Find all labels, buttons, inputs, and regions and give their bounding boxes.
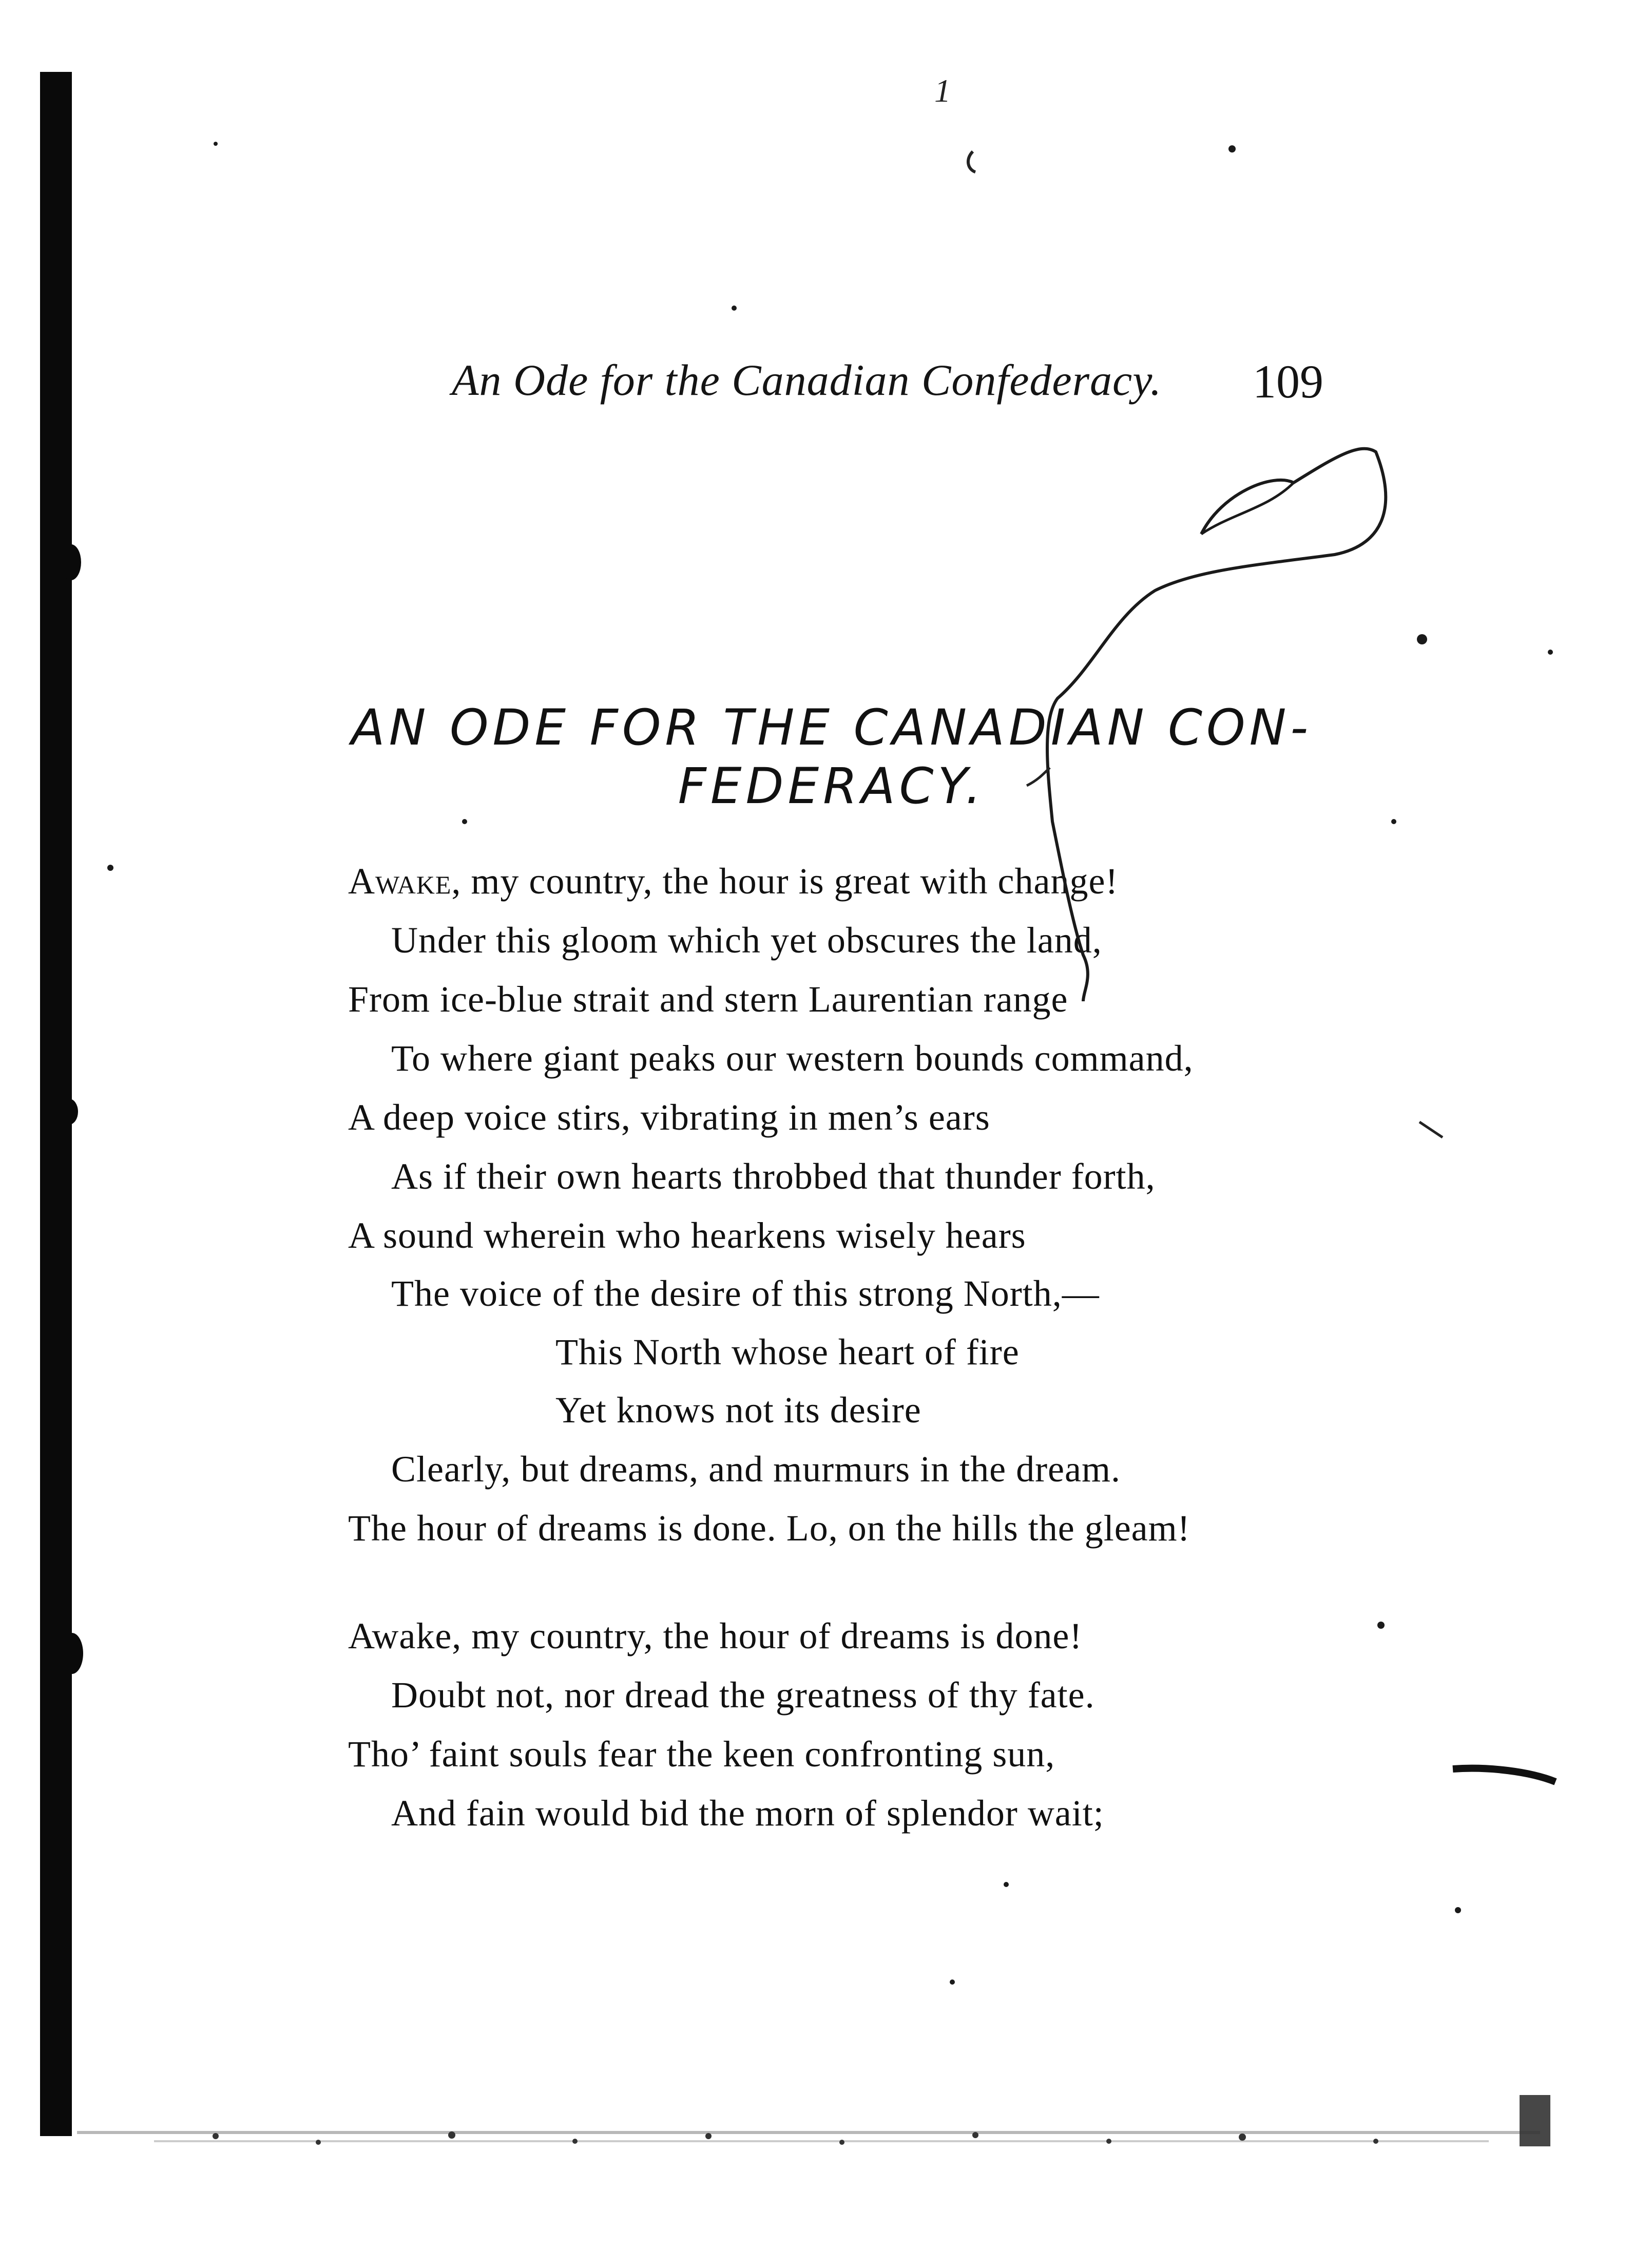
binding-notch: [61, 544, 81, 580]
bottom-edge-speckle: [77, 2095, 1550, 2146]
marginal-mark: 1: [934, 72, 951, 109]
binding-notch: [61, 1099, 78, 1125]
poem-line: Doubt not, nor dread the greatness of thy fate.: [391, 1674, 1095, 1716]
poem-line: Clearly, but dreams, and murmurs in the dream.: [391, 1449, 1121, 1490]
poem-line: To where giant peaks our western bounds command,: [391, 1038, 1194, 1079]
poem-line: And fain would bid the morn of splendor wait;: [391, 1793, 1104, 1834]
pencil-loop-inner: [1201, 483, 1294, 534]
poem-line: Yet knows not its desire: [555, 1389, 921, 1431]
running-title: An Ode for the Canadian Confederacy.: [452, 355, 1162, 405]
poem-title-line: AN ODE FOR THE CANADIAN CON-: [351, 699, 1313, 756]
poem-line-text: , my country, the hour is great with change!: [451, 861, 1119, 902]
poem-line: Under this gloom which yet obscures the land,: [391, 920, 1102, 961]
poem-line: As if their own hearts throbbed that thunder forth,: [391, 1156, 1156, 1197]
poem-line: A sound wherein who hearkens wisely hears: [348, 1215, 1026, 1256]
poem-line: A deep voice stirs, vibrating in men’s ears: [348, 1097, 990, 1138]
poem-line: Tho’ faint souls fear the keen confronting sun,: [348, 1734, 1055, 1775]
poem-line: The voice of the desire of this strong North,—: [391, 1273, 1100, 1314]
poem-title: [329, 698, 1335, 815]
margin-dash: [1419, 1122, 1443, 1137]
poem-line: From ice-blue strait and stern Laurentian range: [348, 979, 1068, 1020]
poem-line: Awake, my country, the hour of dreams is done!: [348, 1615, 1083, 1656]
page-number: 109: [1253, 355, 1323, 408]
poem-title-line: FEDERACY.: [678, 757, 986, 815]
poem-line: [348, 860, 1118, 903]
poem-line: The hour of dreams is done. Lo, on the hills the gleam!: [348, 1508, 1190, 1549]
margin-streak: [1453, 1768, 1555, 1782]
binding-notch: [61, 1633, 83, 1674]
poem-line: This North whose heart of fire: [555, 1331, 1020, 1373]
first-word: Awake: [348, 861, 452, 902]
quote-mark: [968, 151, 975, 172]
